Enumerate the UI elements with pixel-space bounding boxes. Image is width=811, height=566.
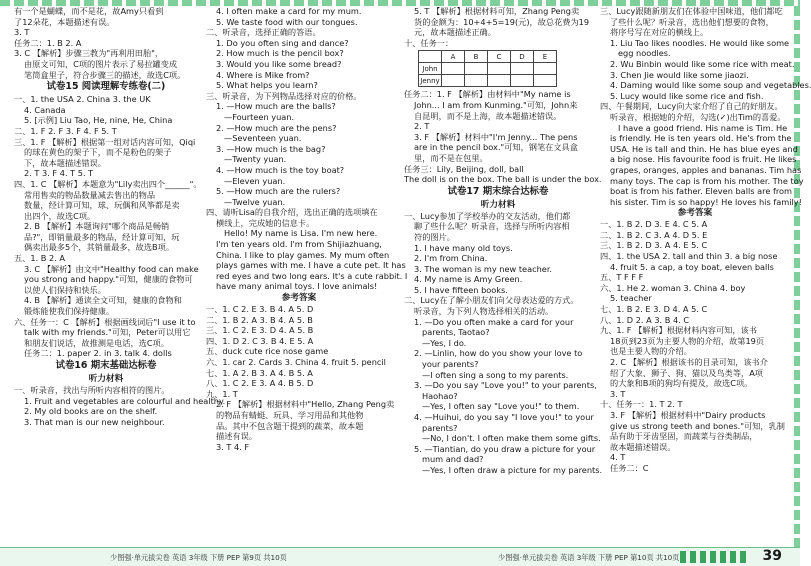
text-line: 一、1. C 2. E 3. B 4. A 5. D — [206, 304, 314, 315]
text-line: 有一个是蝴蝶，而不是花，故Amy只看到 — [14, 6, 164, 16]
text-line: 4. fruit 5. a cap, a toy boat, eleven balls — [610, 261, 774, 272]
text-line: 2. —How much are the pens? — [216, 122, 337, 133]
text-line: 自昆明，而不是上海，故本题描述错误。 — [414, 110, 562, 121]
text-line: I'm ten years old. I'm from Shijiazhuang, — [216, 239, 382, 250]
text-line: USA. He is tall and thin. He has blue eyes and — [610, 143, 798, 154]
table-cell: D — [511, 51, 534, 63]
text-line: 七、1. B 2. E 3. D 4. A 5. C — [600, 304, 708, 315]
text-line: mum and dad? — [422, 454, 484, 465]
text-line: have many animal toys. I love animals! — [216, 281, 378, 292]
text-line: 元，故本题描述正确。 — [414, 27, 496, 38]
text-line: his sister. Tim is so happy! He loves his family! — [610, 196, 802, 207]
text-line: 5. What helps you learn? — [216, 80, 318, 91]
text-line: 描述有误。 — [216, 431, 257, 442]
table-cell — [488, 75, 511, 87]
text-line: 2. T — [414, 121, 430, 132]
text-line: —Eleven yuan. — [224, 175, 286, 186]
text-line: 八、1. C 2. E 3. A 4. B 5. D — [206, 378, 314, 389]
text-line: 4. T — [610, 452, 626, 463]
text-line: 偶卖出最多5个，其销量最多，故选B项。 — [24, 242, 175, 253]
text-line: 三、Lucy跟随新朋友们在体验中国味道，他们都吃 — [600, 6, 783, 16]
text-line: 符的图片。 — [414, 231, 455, 242]
text-line: I have a good friend. His name is Tim. He — [618, 122, 788, 133]
text-line: 五、1. B 2. A — [14, 253, 66, 264]
table-cell — [442, 63, 465, 75]
text-line: 和朋友们说话，故推测是电话，选C项。 — [24, 337, 169, 348]
text-line: 2. B 【解析】本题询问"哪个商品是畅销 — [24, 221, 170, 232]
table-cell — [511, 63, 534, 75]
text-line: 五、T F F F — [600, 272, 644, 283]
text-line: 任务二：C — [610, 462, 649, 473]
text-line: 2. I'm from China. — [414, 253, 488, 264]
text-line: 5. —Tiantian, do you draw a picture for your — [414, 443, 596, 454]
table-row — [419, 63, 557, 75]
text-line: 绍了大象、狮子、狗、猫以及鸟类等，A项 — [610, 367, 763, 378]
answer-table — [418, 50, 557, 87]
text-line: 2. F 【解析】根据材料中"Hello, Zhang Peng卖 — [216, 399, 395, 410]
page-number: 39 — [762, 548, 782, 564]
text-line: 三、1. B 2. D 3. A 4. E 5. C — [600, 240, 708, 251]
text-line: 3. Chen Jie would like some jiaozi. — [610, 69, 749, 80]
text-line: 二、Lucy在了解小朋友们向父母表达爱的方式。 — [404, 295, 579, 306]
text-line: 以使人们保持和快乐。 — [24, 284, 106, 295]
text-line: 八、1. D 2. A 3. B 4. C — [600, 314, 690, 325]
table-cell: C — [488, 51, 511, 63]
text-line: 十、任务一： — [404, 37, 454, 48]
text-line: The doll is on the box. The ball is under the box. — [404, 174, 602, 185]
table-cell: Jenny — [419, 75, 442, 87]
text-line: talk with my friends."可知，Peter可以用它 — [24, 327, 191, 338]
text-line: Hello! My name is Lisa. I'm new here. — [224, 228, 378, 239]
text-line: 5. —How much are the rulers? — [216, 186, 341, 197]
section-subtitle: 听力材料 — [480, 199, 516, 210]
text-line: —Yes, I often draw a picture for my parents. — [422, 464, 603, 475]
text-line: 三、听录音，为下列物品选择对应的价格。 — [206, 90, 362, 101]
text-line: 任务二：1. B 2. A — [14, 37, 82, 48]
text-line: 四、1. C 【解析】本题意为"Lily卖出四个______"。 — [14, 178, 202, 189]
text-line: 四、请听Lisa的自我介绍，选出正确的选项填在 — [206, 207, 378, 218]
text-line: 品?"，即销量最多的物品，经计算可知，玩 — [24, 231, 180, 242]
text-line: 锻炼能使我们保持健康。 — [24, 306, 115, 317]
text-line: 九、1. F 【解析】根据材料内容可知，该书 — [600, 325, 757, 336]
text-line: —Seventeen yuan. — [224, 133, 302, 144]
text-line: 一、1. the USA 2. China 3. the UK — [14, 94, 151, 105]
column-2 — [206, 6, 408, 452]
text-line: 二、1. F 2. F 3. F 4. F 5. T — [14, 125, 117, 136]
text-line: 十、任务一：1. T 2. T — [600, 399, 683, 410]
text-line: 1. Do you often sing and dance? — [216, 37, 349, 48]
text-line: 任务三：Lily, Beijing, doll, ball — [404, 163, 524, 174]
text-line: —Twelve yuan. — [224, 196, 286, 207]
footer-left: 少图强·单元拔尖卷 英语 3年级 下册 PEP 第9页 共10页 — [110, 553, 287, 562]
text-line: 了12朵花，本题描述有误。 — [14, 16, 115, 27]
text-line: —Yes, I often say "Love you!" to them. — [422, 401, 580, 412]
text-line: a big nose. His favourite food is fruit. He likes — [610, 154, 797, 165]
table-cell — [442, 75, 465, 87]
text-line: 3. T 4. F — [216, 441, 250, 452]
text-line: 品。其中不包含题干提到的蔬菜，故本题 — [216, 420, 364, 431]
text-line: 4. B 【解析】通读全文可知，健康的食物和 — [24, 295, 182, 306]
text-line: 2. C 【解析】根据该书的目录可知，该书介 — [610, 357, 768, 367]
table-cell — [465, 75, 488, 87]
section-subtitle: 参考答案 — [281, 293, 317, 304]
text-line: is friendly. He is ten years old. He's from the — [610, 133, 792, 144]
text-line: are in the pencil box."可知，钢笔在文具盒 — [414, 142, 578, 153]
text-line: 的物品有蜻蜓、玩具、学习用品和其他物 — [216, 409, 364, 420]
text-line: you strong and happy."可知，健康的食物可 — [24, 274, 193, 285]
section-subtitle: 听力材料 — [88, 374, 124, 384]
text-line: 3. The woman is my new teacher. — [414, 263, 553, 274]
text-line: 5. [示例] Liu Tao, He, nine, He, China — [24, 115, 173, 126]
text-line: 2. T 3. F 4. T 5. T — [24, 168, 94, 179]
text-line: 4. —Huihui, do you say "I love you!" to your — [414, 412, 594, 422]
text-line: 三、1. C 2. E 3. D 4. A 5. B — [206, 325, 314, 336]
text-line: 3. —How much is the bag? — [216, 143, 326, 154]
text-line: 5. teacher — [610, 293, 652, 304]
text-line: 18页到23页为主要人物的介绍，故第19页 — [610, 335, 765, 346]
text-line: plays games with me. I have a cute pet. It has — [216, 260, 406, 271]
text-line: 5. Lucy would like some rice and fish. — [610, 90, 764, 101]
text-line: 5. I have fifteen books. — [414, 284, 508, 295]
text-line: 七、1. A 2. B 3. A 4. B 5. A — [206, 367, 313, 378]
section-title: 试卷17 期末综合达标卷 — [447, 185, 549, 197]
text-line: 由原文可知，C项的图片表示了易拉罐变成 — [24, 58, 178, 69]
text-line: 听录音，根据她的介绍，勾选(✓)出Tim的喜爱。 — [610, 111, 786, 122]
text-line: 3. That man is our new neighbour. — [24, 416, 165, 427]
text-line: 1. —How much are the balls? — [216, 101, 336, 112]
text-line: 一、1. B 2. D 3. E 4. C 5. A — [600, 219, 708, 230]
text-line: 3. F 【解析】根据材料中"Dairy products — [610, 409, 766, 420]
text-line: 下，故本题描述错误。 — [24, 157, 106, 168]
text-line: parents, Taotao? — [422, 327, 490, 338]
table-cell — [419, 51, 442, 63]
footer-right: 少图强·单元拔尖卷 英语 3年级 下册 PEP 第10页 共10页 — [498, 553, 680, 562]
table-cell — [534, 75, 557, 87]
text-line: 的大象和B项的狗均有提及，故选C项。 — [610, 378, 753, 389]
text-line: 一、Lucy参加了学校举办的交友活动，他们都 — [404, 210, 571, 221]
text-line: 了些什么呢？听录音，选出他们想要的食物， — [610, 16, 774, 27]
text-line: 任务二：1. F 【解析】由材料中"My name is — [404, 89, 571, 100]
text-line: 出四个，故选C项。 — [24, 210, 96, 221]
section-subtitle: 参考答案 — [677, 208, 713, 219]
text-line: 3. C 【解析】步骤三教为"再利用田胎"， — [14, 48, 164, 59]
table-cell — [488, 63, 511, 75]
text-line: 一、听录音，找出与所听内容相符的图片。 — [14, 385, 170, 395]
text-line: 4. My name is Amy Green. — [414, 274, 523, 285]
text-line: —Twenty yuan. — [224, 154, 287, 165]
text-line: 六、1. car 2. Cards 3. China 4. fruit 5. pencil — [206, 357, 386, 367]
table-cell — [511, 75, 534, 87]
text-line: 任务二：1. paper 2. in 3. talk 4. dolls — [24, 348, 172, 359]
text-line: 4. Where is Mike from? — [216, 69, 310, 80]
text-line: John... I am from Kunming."可知，John来 — [414, 99, 578, 110]
text-line: 4. —How much is the toy boat? — [216, 164, 345, 175]
text-line: 四、1. the USA 2. tall and thin 3. a big nose — [600, 251, 778, 262]
text-line: give us strong teeth and bones."可知，乳制 — [610, 420, 785, 431]
text-line: many toys. The cap is from his mother. The toy — [610, 175, 804, 186]
text-line: 六、任务一：C 【解析】根据画线词后"I use it to — [14, 316, 196, 327]
text-line: 2. —Linlin, how do you show your love to — [414, 348, 583, 359]
text-line: 九、1. T — [206, 388, 238, 399]
column-4 — [600, 6, 811, 474]
column-3 — [404, 6, 603, 476]
text-line: 常用售卖的物品数量减去售出的物品 — [24, 189, 156, 200]
section-title: 试卷16 期末基础达标卷 — [55, 360, 157, 371]
table-cell — [534, 63, 557, 75]
text-line: 2. How much is the pencil box? — [216, 48, 344, 59]
text-line: 里，而不是在包里。 — [414, 152, 488, 163]
text-line: 将序号写在对应的横线上。 — [610, 27, 709, 38]
text-line: 5. T 【解析】根据材料可知，Zhang Peng卖 — [414, 6, 580, 16]
text-line: 五、duck cute rice nose game — [206, 346, 329, 357]
table-cell: B — [465, 51, 488, 63]
text-line: 数量，经计算可知，球、玩偶和风筝都是卖 — [24, 200, 180, 211]
text-line: 4. I often make a card for my mum. — [216, 6, 362, 16]
text-line: 3. C 【解析】由文中"Healthy food can make — [24, 263, 199, 274]
text-line: 的球在黄色的架子下，而不是粉色的架子 — [24, 147, 172, 158]
table-row — [419, 75, 557, 87]
text-line: 5. We taste food with our tongues. — [216, 16, 358, 27]
text-line: 3. Would you like some bread? — [216, 58, 342, 69]
text-line: —Fourteen yuan. — [224, 111, 295, 122]
text-line: 横线上，完成她的信息卡。 — [216, 217, 315, 228]
text-line: 3. T — [14, 27, 30, 38]
table-cell: A — [442, 51, 465, 63]
text-line: 3. T — [610, 388, 626, 399]
text-line: 2. Wu Binbin would like some rice with meat. — [610, 58, 795, 69]
section-title: 试卷15 阅读理解专练卷(二) — [46, 81, 166, 93]
text-line: boat is from his father. Eleven balls are from — [610, 186, 793, 197]
text-line: 笔筒盒里子，符合步骤三的描述，故选C项。 — [24, 69, 186, 80]
text-line: 1. Liu Tao likes noodles. He would like some — [610, 37, 790, 48]
text-line: China. I like to play games. My mum often — [216, 249, 390, 260]
text-line: 二、听录音，选择正确的答语。 — [206, 27, 321, 38]
text-line: 故本题描述错误。 — [610, 441, 676, 452]
text-line: parents? — [422, 422, 458, 433]
text-line: your parents? — [422, 359, 479, 370]
text-line: —Yes, I do. — [422, 337, 467, 348]
text-line: 3. —Do you say "Love you!" to your parents, — [414, 380, 597, 391]
text-line: 聊了些什么呢？听录音，选择与所听内容相 — [414, 221, 570, 232]
text-line: 货的金额为：10+4+5=19(元)，故总花费为19 — [414, 16, 590, 27]
text-line: 2. My old books are on the shelf. — [24, 406, 158, 417]
text-line: Haohao? — [422, 390, 458, 401]
text-line: 六、1. He 2. woman 3. China 4. boy — [600, 282, 746, 293]
text-line: 1. I have many old toys. — [414, 242, 513, 253]
table-row — [419, 51, 557, 63]
text-line: 4. Daming would like some soup and vegetables. — [610, 80, 811, 91]
text-line: 品有助于牙齿坚固，而蔬菜与谷类制品， — [610, 431, 758, 442]
text-line: 听录音，为下列人物选择相关的活动。 — [414, 306, 554, 317]
text-line: egg noodles. — [618, 48, 671, 59]
text-line: 3. F 【解析】材料中"I'm Jenny... The pens — [414, 131, 578, 142]
text-line: 四、1. D 2. C 3. B 4. E 5. A — [206, 335, 314, 346]
table-cell — [465, 63, 488, 75]
table-cell: John — [419, 63, 442, 75]
text-line: —No, I don't. I often make them some gifts. — [422, 433, 601, 444]
text-line: grapes, oranges, apples and bananas. Tim has — [610, 164, 802, 175]
text-line: —I often sing a song to my parents. — [422, 369, 569, 380]
text-line: 二、1. B 2. C 3. A 4. D 5. E — [600, 229, 708, 240]
table-cell: E — [534, 51, 557, 63]
text-line: 1. Fruit and vegetables are colourful and healthy. — [24, 395, 226, 406]
text-line: 四、午餐期间，Lucy向大家介绍了自己的好朋友。 — [600, 101, 783, 112]
text-line: 1. —Do you often make a card for your — [414, 316, 574, 327]
footer-decoration — [680, 551, 750, 563]
text-line: 4. Canada — [24, 104, 66, 115]
text-line: 三、1. F 【解析】根据第一组对话内容可知，Qiqi — [14, 136, 196, 147]
text-line: 二、1. B 2. A 3. B 4. A 5. B — [206, 314, 313, 325]
text-line: red eyes and two long ears. It's a cute rabbit. I — [216, 270, 408, 281]
text-line: 也是主要人物的介绍。 — [610, 346, 692, 357]
